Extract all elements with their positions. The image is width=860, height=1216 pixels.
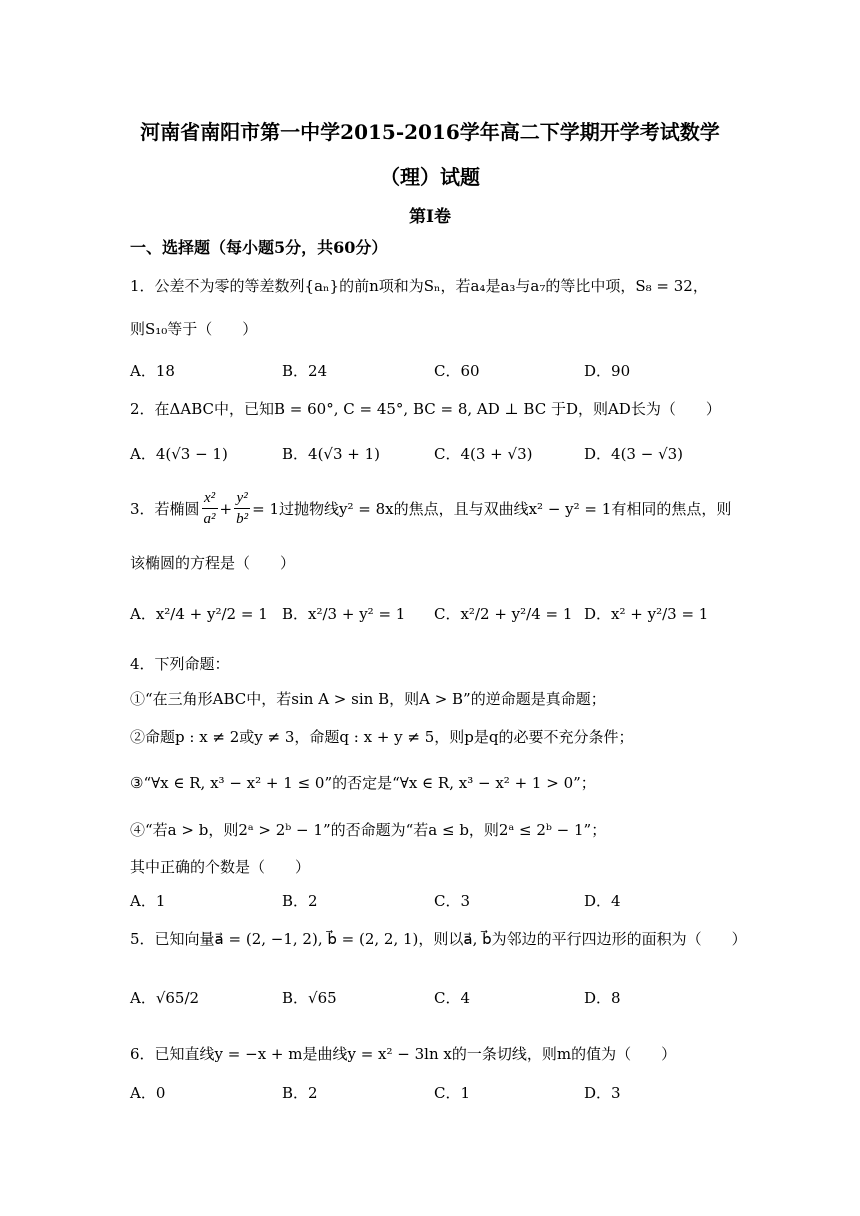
question-5-option-b: B．√65 — [282, 989, 337, 1007]
question-5-option-a: A．√65/2 — [130, 989, 200, 1007]
ellipse-fraction-y — [234, 488, 250, 529]
question-1-stem-cont: 则S₁₀等于（ ） — [130, 320, 258, 338]
question-3-stem — [130, 488, 731, 529]
question-6-option-d: D．3 — [584, 1084, 621, 1102]
question-1-option-c: C．60 — [434, 362, 480, 380]
question-3-option-c: C．x²/2 + y²/4 = 1 — [434, 605, 573, 623]
question-6-stem: 6．已知直线y = −x + m是曲线y = x² − 3ln x的一条切线，则m的值为（ ） — [130, 1045, 677, 1063]
question-1-option-b: B．24 — [282, 362, 328, 380]
question-1-option-d: D．90 — [584, 362, 631, 380]
part-heading: 第Ⅰ卷 — [409, 207, 451, 227]
question-5-option-d: D．8 — [584, 989, 621, 1007]
question-4-item-1: ①“在三角形ABC中，若sin A > sin B，则A > B”的逆命题是真命题； — [130, 690, 606, 708]
question-3-option-d: D．x² + y²/3 = 1 — [584, 605, 709, 623]
question-3-option-a: A．x²/4 + y²/2 = 1 — [130, 605, 268, 623]
question-4-option-d: D．4 — [584, 892, 621, 910]
question-6-option-a: A．0 — [130, 1084, 166, 1102]
fraction-numerator: x² — [202, 488, 218, 509]
question-6-option-b: B．2 — [282, 1084, 318, 1102]
question-5-stem: 5．已知向量a⃗ = (2, −1, 2), b⃗ = (2, 2, 1)，则以a⃗, b⃗为邻边的平行四边形的面积为（ ） — [130, 930, 747, 948]
question-1-stem: 1．公差不为零的等差数列{aₙ}的前n项和为Sₙ，若a₄是a₃与a₇的等比中项，S₈ = 32， — [130, 277, 708, 295]
question-2-option-d: D．4(3 − √3) — [584, 445, 684, 463]
plus-sign: + — [219, 499, 233, 518]
question-4-item-3: ③“∀x ∈ R, x³ − x² + 1 ≤ 0”的否定是“∀x ∈ R, x³ − x² + 1 > 0”； — [130, 774, 596, 792]
question-6-option-c: C．1 — [434, 1084, 471, 1102]
question-4-stem-cont: 其中正确的个数是（ ） — [130, 858, 311, 876]
question-3-stem-cont: 该椭圆的方程是（ ） — [130, 554, 296, 572]
section-heading: 一、选择题（每小题5分，共60分） — [130, 238, 388, 257]
document-title-line2: （理）试题 — [380, 165, 480, 189]
fraction-denominator: a² — [203, 511, 216, 527]
fraction-numerator: y² — [234, 488, 250, 509]
question-3-stem-post: = 1过抛物线y² = 8x的焦点，且与双曲线x² − y² = 1有相同的焦点，则 — [252, 500, 732, 518]
question-4-option-b: B．2 — [282, 892, 318, 910]
question-4-item-4: ④“若a > b，则2ᵃ > 2ᵇ − 1”的否命题为“若a ≤ b，则2ᵃ ≤ 2ᵇ − 1”； — [130, 821, 607, 839]
fraction-denominator: b² — [236, 511, 249, 527]
question-5-option-c: C．4 — [434, 989, 471, 1007]
ellipse-fraction-x — [202, 488, 218, 529]
question-4-item-2: ②命题p : x ≠ 2或y ≠ 3，命题q : x + y ≠ 5，则p是q的必要不充分条件； — [130, 728, 634, 746]
question-2-option-b: B．4(√3 + 1) — [282, 445, 381, 463]
document-title-line1: 河南省南阳市第一中学2015-2016学年高二下学期开学考试数学 — [140, 120, 720, 144]
question-4-option-a: A．1 — [130, 892, 166, 910]
question-2-option-c: C．4(3 + √3) — [434, 445, 533, 463]
question-1-option-a: A．18 — [130, 362, 175, 380]
question-3-option-b: B．x²/3 + y² = 1 — [282, 605, 406, 623]
question-2-stem: 2．在ΔABC中，已知B = 60°, C = 45°, BC = 8, AD ⊥ BC 于D，则AD长为（ ） — [130, 400, 721, 418]
question-2-option-a: A．4(√3 − 1) — [130, 445, 228, 463]
question-3-stem-pre: 3．若椭圆 — [130, 500, 200, 518]
question-4-stem: 4．下列命题： — [130, 655, 230, 673]
question-4-option-c: C．3 — [434, 892, 471, 910]
